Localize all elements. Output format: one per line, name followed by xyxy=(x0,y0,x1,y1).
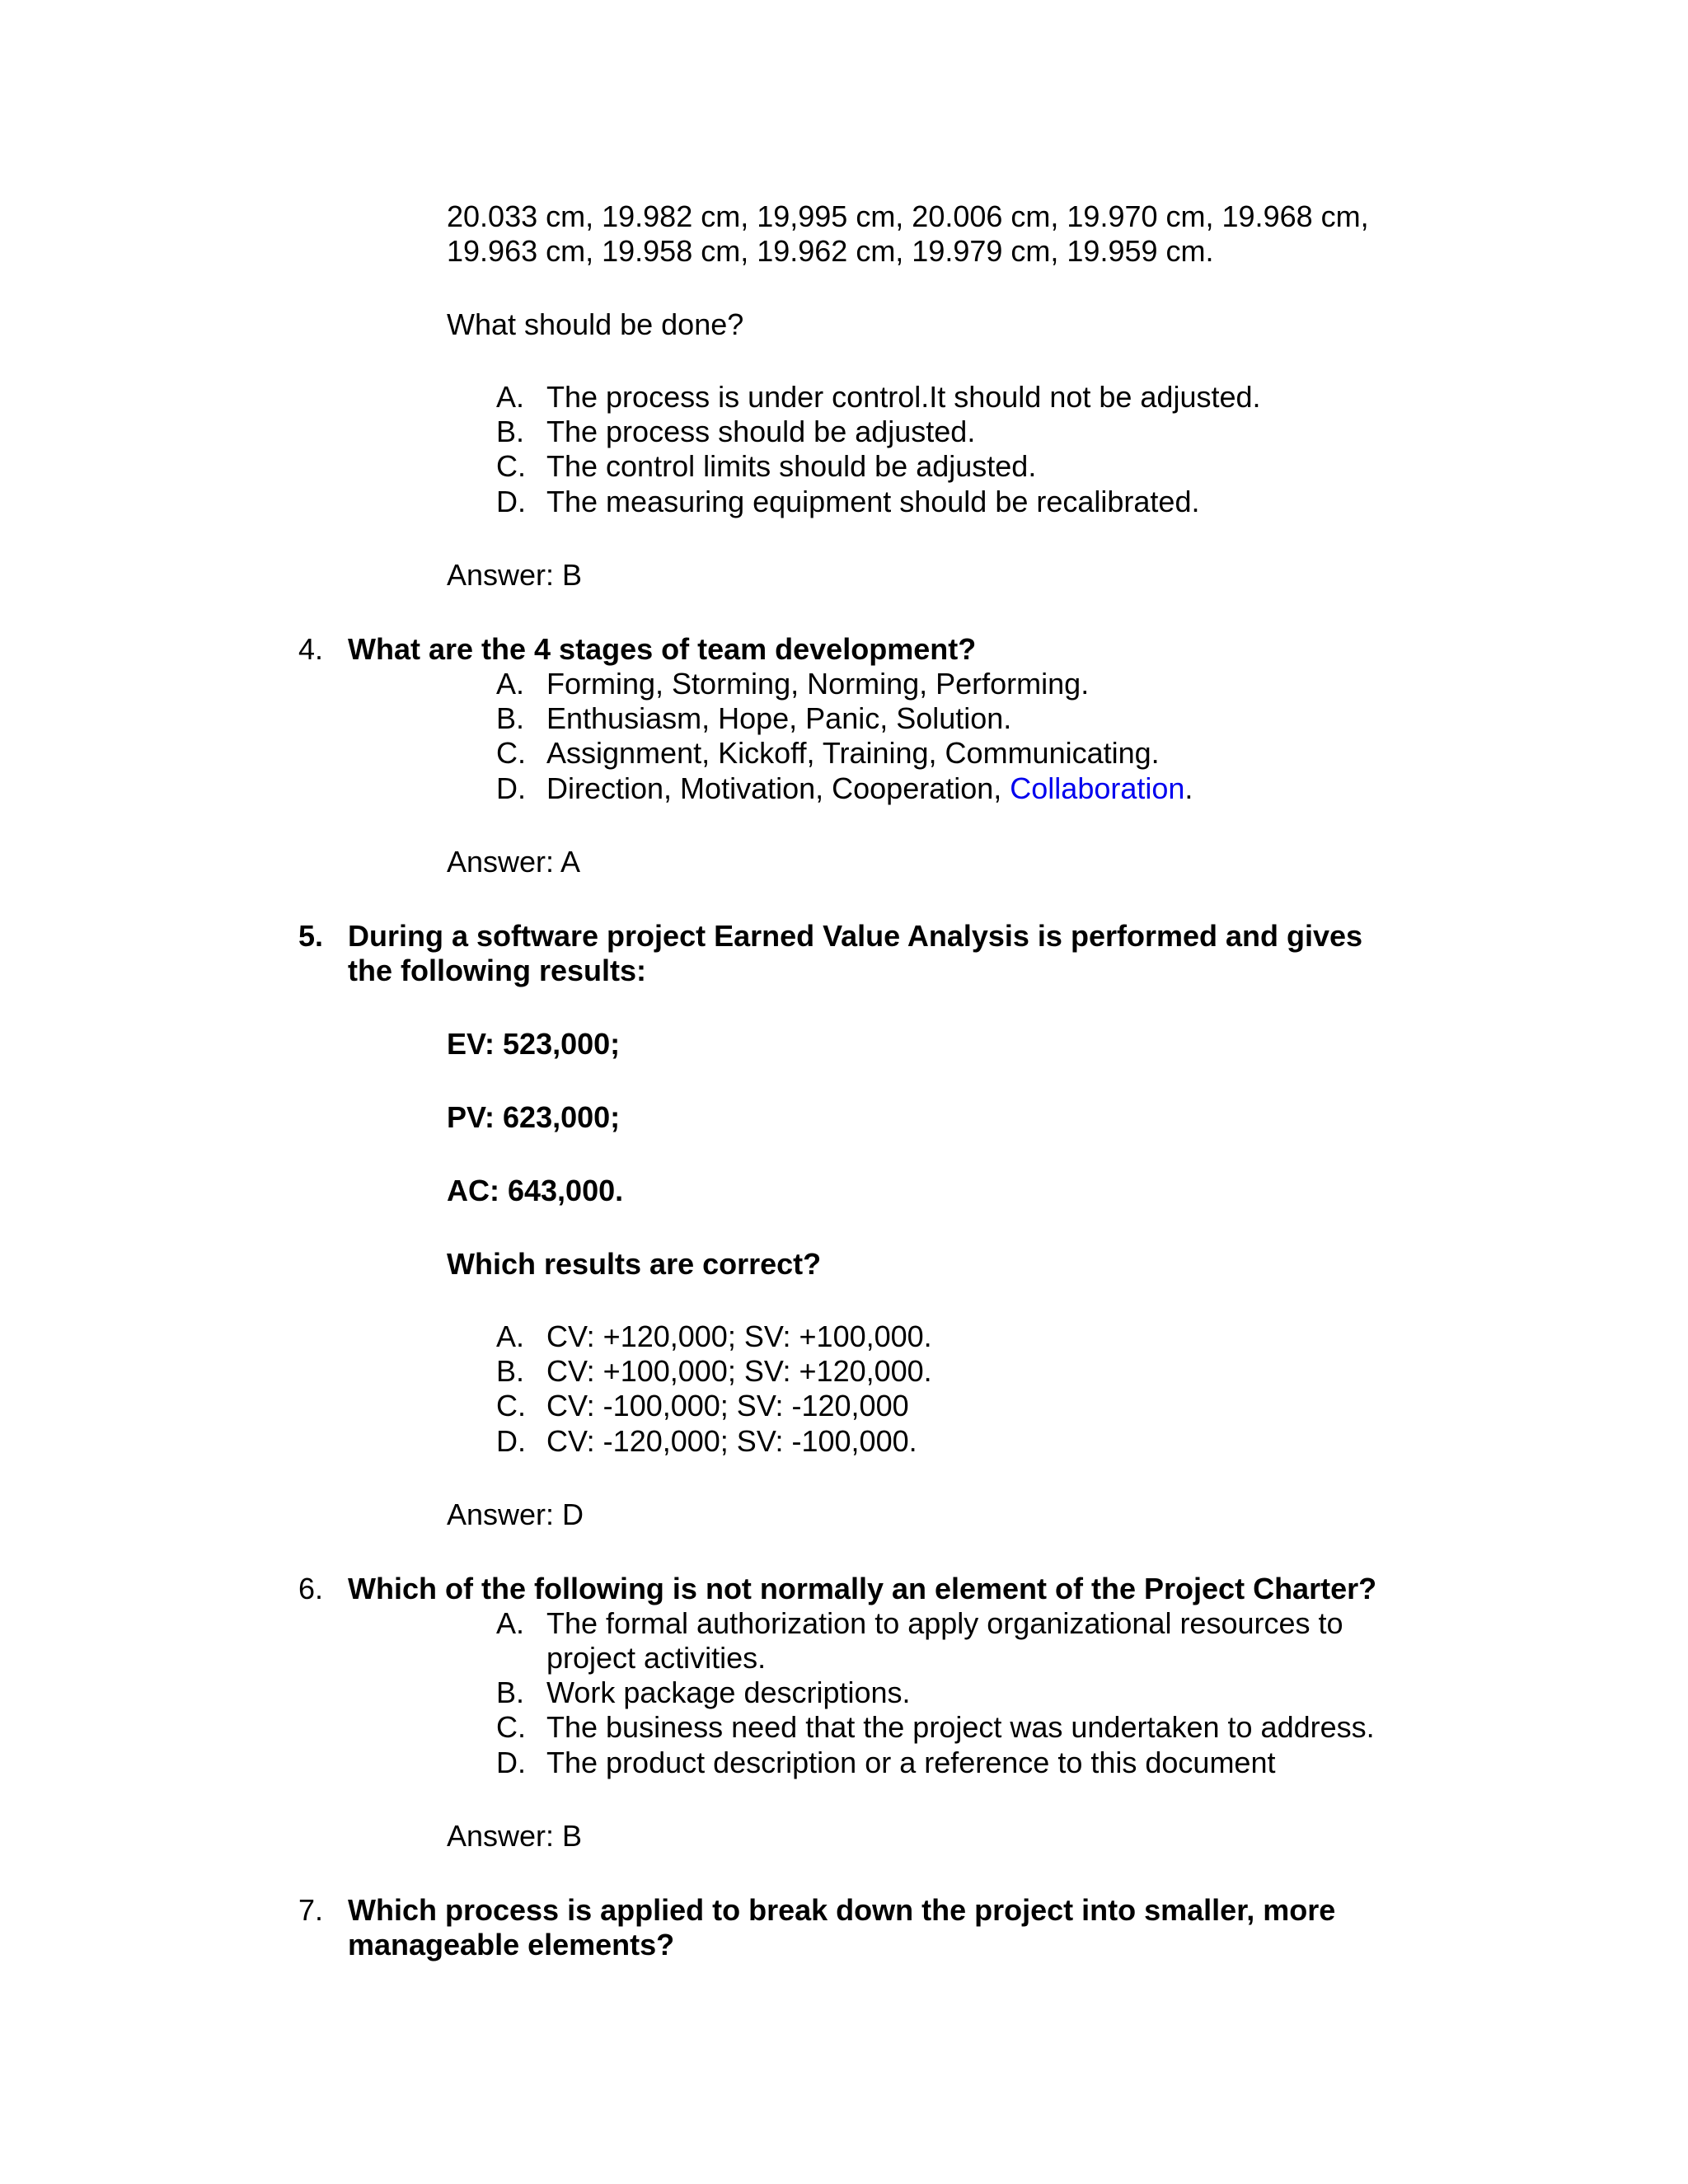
q4-option-d-letter: D. xyxy=(496,771,526,805)
q6-answer: Answer: B xyxy=(447,1819,583,1853)
q6-option-c-text: The business need that the project was undertaken to address. xyxy=(546,1710,1375,1744)
q6-option-c-letter: C. xyxy=(496,1710,526,1744)
q6-number: 6. xyxy=(298,1572,324,1605)
q5-option-d-text: CV: -120,000; SV: -100,000. xyxy=(546,1424,917,1458)
q6-option-a-letter: A. xyxy=(496,1606,525,1640)
q5-prompt: Which results are correct? xyxy=(447,1247,822,1281)
q4-option-a-text: Forming, Storming, Norming, Performing. xyxy=(546,667,1090,701)
q5-option-c-letter: C. xyxy=(496,1389,526,1422)
q3-data-line-1: 20.033 cm, 19.982 cm, 19,995 cm, 20.006 cm, 19.970 cm, 19.968 cm, xyxy=(447,199,1369,233)
q6-option-b-letter: B. xyxy=(496,1675,525,1709)
q4-option-c-letter: C. xyxy=(496,736,526,770)
collaboration-link[interactable]: Collaboration xyxy=(1010,771,1185,805)
q3-option-a-letter: A. xyxy=(496,380,525,414)
q3-option-d-letter: D. xyxy=(496,485,526,518)
q4-option-a-letter: A. xyxy=(496,667,525,701)
q5-pv: PV: 623,000; xyxy=(447,1100,621,1134)
q7-question-line-1: Which process is applied to break down the project into smaller, more xyxy=(348,1893,1336,1927)
q4-option-b-letter: B. xyxy=(496,701,525,735)
q4-option-d-text-before: Direction, Motivation, Cooperation, xyxy=(546,771,1010,805)
q5-option-b-letter: B. xyxy=(496,1354,525,1388)
q6-option-d-letter: D. xyxy=(496,1746,526,1779)
q3-option-b-text: The process should be adjusted. xyxy=(546,415,976,448)
q7-number: 7. xyxy=(298,1893,324,1927)
q6-option-b-text: Work package descriptions. xyxy=(546,1675,911,1709)
q4-question: What are the 4 stages of team development? xyxy=(348,632,977,666)
q3-data-line-2: 19.963 cm, 19.958 cm, 19.962 cm, 19.979 cm, 19.959 cm. xyxy=(447,234,1214,268)
q6-option-a-text-line-2: project activities. xyxy=(546,1641,767,1675)
q3-prompt: What should be done? xyxy=(447,307,744,341)
q5-option-d-letter: D. xyxy=(496,1424,526,1458)
q4-option-d-text xyxy=(546,771,1193,806)
q4-number: 4. xyxy=(298,632,324,666)
q5-option-a-text: CV: +120,000; SV: +100,000. xyxy=(546,1319,932,1353)
q5-question-line-1: During a software project Earned Value Analysis is performed and gives xyxy=(348,919,1363,953)
q7-question-line-2: manageable elements? xyxy=(348,1928,675,1961)
q5-ev: EV: 523,000; xyxy=(447,1027,621,1061)
q3-option-c-text: The control limits should be adjusted. xyxy=(546,449,1037,483)
q6-question: Which of the following is not normally an element of the Project Charter? xyxy=(348,1572,1377,1605)
q5-option-c-text: CV: -100,000; SV: -120,000 xyxy=(546,1389,909,1422)
q6-option-a-text-line-1: The formal authorization to apply organizational resources to xyxy=(546,1606,1343,1640)
q3-option-d-text: The measuring equipment should be recalibrated. xyxy=(546,485,1200,518)
q5-number: 5. xyxy=(298,919,324,953)
q6-option-d-text: The product description or a reference to this document xyxy=(546,1746,1276,1779)
q3-option-b-letter: B. xyxy=(496,415,525,448)
q5-option-b-text: CV: +100,000; SV: +120,000. xyxy=(546,1354,932,1388)
q4-option-d-text-after: . xyxy=(1184,771,1193,805)
q3-option-a-text: The process is under control.It should not be adjusted. xyxy=(546,380,1261,414)
q5-question-line-2: the following results: xyxy=(348,954,647,987)
q3-answer: Answer: B xyxy=(447,558,583,592)
q4-option-c-text: Assignment, Kickoff, Training, Communicating. xyxy=(546,736,1160,770)
q5-option-a-letter: A. xyxy=(496,1319,525,1353)
q5-answer: Answer: D xyxy=(447,1497,584,1531)
q4-option-b-text: Enthusiasm, Hope, Panic, Solution. xyxy=(546,701,1012,735)
q5-ac: AC: 643,000. xyxy=(447,1174,624,1207)
q3-option-c-letter: C. xyxy=(496,449,526,483)
q4-answer: Answer: A xyxy=(447,845,581,879)
